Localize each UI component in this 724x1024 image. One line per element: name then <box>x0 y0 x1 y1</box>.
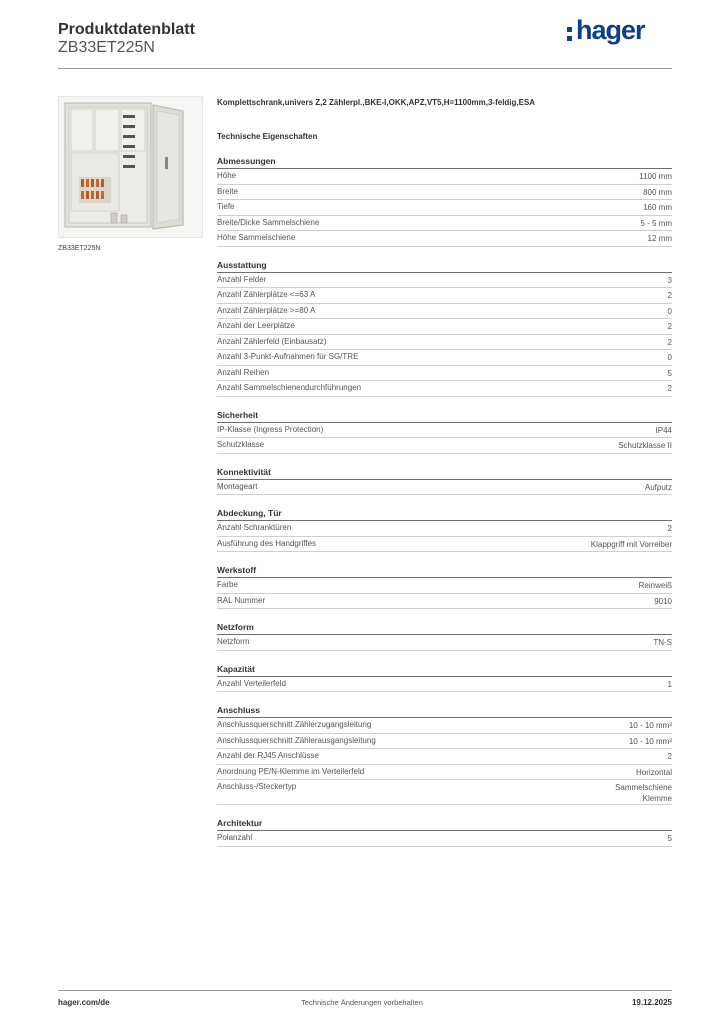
spec-label: Farbe <box>217 580 238 589</box>
footer-divider <box>58 990 672 991</box>
section-gap <box>217 495 672 506</box>
spec-value: TN-S <box>653 638 672 647</box>
spec-label: Anordnung PE/N-Klemme im Verteilerfeld <box>217 766 365 776</box>
spec-row <box>217 319 672 335</box>
spec-value: IP44 <box>655 425 672 435</box>
header-divider <box>58 68 672 69</box>
spec-row <box>217 594 672 610</box>
spec-row <box>217 765 672 781</box>
spec-label: Anschlussquerschnitt Zählerausgangsleitung <box>217 735 376 745</box>
spec-label: Netzform <box>217 637 250 646</box>
spec-label: Anzahl Zählerplätze >=80 A <box>217 305 316 315</box>
spec-value: 10 - 10 mm² <box>628 721 672 730</box>
spec-row <box>217 216 672 232</box>
spec-heading: Technische Eigenschaften <box>217 132 318 141</box>
spec-value: 2 <box>667 322 672 331</box>
spec-value: 5 <box>667 834 672 843</box>
spec-value: 3 <box>667 275 672 285</box>
section-gap <box>217 805 672 816</box>
spec-row <box>217 423 672 439</box>
spec-label: Anschluss-/Steckertyp <box>217 782 297 791</box>
spec-value: 10 - 10 mm² <box>628 736 672 746</box>
spec-row <box>217 677 672 693</box>
section-title: Abmessungen <box>217 154 672 169</box>
spec-label: Anzahl der Leerplätze <box>217 321 295 330</box>
spec-row <box>217 185 672 201</box>
spec-label: RAL Nummer <box>217 595 266 605</box>
spec-label: Anzahl Zählerfeld (Einbausatz) <box>217 336 327 346</box>
spec-value: 0 <box>667 353 672 362</box>
spec-table <box>217 154 672 847</box>
section-gap <box>217 454 672 465</box>
spec-value: Horizontal <box>635 767 672 777</box>
spec-value: Sammelschiene Klemme <box>615 783 672 803</box>
spec-row <box>217 438 672 454</box>
spec-label: Breite/Dicke Sammelschiene <box>217 217 320 227</box>
section-gap <box>217 397 672 408</box>
footer-date: 19.12.2025 <box>631 998 672 1007</box>
section-gap <box>217 692 672 703</box>
spec-label: Anschlussquerschnitt Zählerzugangsleitung <box>217 720 372 729</box>
spec-row <box>217 749 672 765</box>
spec-value: Aufputz <box>644 482 672 492</box>
section-gap <box>217 651 672 662</box>
spec-row <box>217 366 672 382</box>
section-gap <box>217 247 672 258</box>
spec-row <box>217 350 672 366</box>
spec-value: 160 mm <box>643 203 672 212</box>
spec-value: 2 <box>667 291 672 300</box>
footer-notice: Technische Änderungen vorbehalten <box>301 998 423 1007</box>
spec-row <box>217 200 672 216</box>
product-image <box>58 96 203 238</box>
spec-label: Höhe <box>217 171 237 180</box>
spec-row <box>217 335 672 351</box>
spec-row <box>217 304 672 320</box>
spec-label: Anzahl Sammelschienendurchführungen <box>217 383 362 392</box>
spec-row <box>217 734 672 750</box>
spec-row <box>217 273 672 289</box>
product-description: Komplettschrank,univers Z,2 Zählerpl.,BKE-I,OKK,APZ,VT5,H=1100mm,3-feldig,ESA <box>217 98 536 107</box>
section-gap <box>217 609 672 620</box>
spec-row <box>217 381 672 397</box>
spec-row <box>217 780 672 805</box>
spec-value: 2 <box>667 337 672 347</box>
section-title: Anschluss <box>217 703 672 718</box>
spec-value: Schutzklasse II <box>618 441 672 450</box>
section-gap <box>217 552 672 563</box>
spec-row <box>217 231 672 247</box>
spec-value: 12 mm <box>647 234 672 243</box>
spec-row <box>217 288 672 304</box>
spec-label: Höhe Sammelschiene <box>217 233 296 242</box>
spec-row <box>217 718 672 734</box>
spec-row <box>217 480 672 496</box>
spec-label: Anzahl Verteilerfeld <box>217 678 286 688</box>
spec-value: Reinweiß <box>638 581 672 590</box>
spec-value: 2 <box>667 384 672 393</box>
spec-row <box>217 578 672 594</box>
spec-value: 5 <box>667 368 672 378</box>
spec-row <box>217 831 672 847</box>
spec-value: 1100 mm <box>639 172 672 181</box>
section-title: Kapazität <box>217 662 672 677</box>
section-title: Architektur <box>217 816 672 831</box>
spec-label: Anzahl Zählerplätze <=63 A <box>217 290 316 299</box>
footer-website-link[interactable]: hager.com/de <box>58 998 110 1007</box>
spec-value: 9010 <box>654 596 672 606</box>
spec-value: 2 <box>667 524 672 533</box>
spec-label: Anzahl Schranktüren <box>217 523 292 532</box>
spec-value: 800 mm <box>643 187 672 197</box>
spec-value: 2 <box>667 752 672 761</box>
logo-dots-icon <box>567 27 572 45</box>
spec-label: Polanzahl <box>217 833 253 842</box>
spec-row <box>217 537 672 553</box>
section-title: Ausstattung <box>217 258 672 273</box>
spec-label: IP-Klasse (Ingress Protection) <box>217 424 324 434</box>
spec-label: Breite <box>217 186 238 196</box>
spec-row <box>217 521 672 537</box>
spec-label: Ausführung des Handgriffes <box>217 538 317 548</box>
section-title: Konnektivität <box>217 465 672 480</box>
spec-label: Anzahl 3-Punkt-Aufnahmen für SG/TRE <box>217 352 359 361</box>
spec-value: 1 <box>667 679 672 689</box>
article-number: ZB33ET225N <box>58 39 155 56</box>
image-caption: ZB33ET225N <box>58 245 101 252</box>
spec-row <box>217 635 672 651</box>
section-title: Abdeckung, Tür <box>217 506 672 521</box>
spec-row <box>217 169 672 185</box>
cabinet-illustration-icon <box>59 97 202 237</box>
section-title: Netzform <box>217 620 672 635</box>
spec-label: Anzahl Reihen <box>217 367 270 377</box>
spec-label: Anzahl der RJ45 Anschlüsse <box>217 751 319 760</box>
section-title: Sicherheit <box>217 408 672 423</box>
logo-text: hager <box>576 15 645 45</box>
page-title: Produktdatenblatt <box>58 21 195 38</box>
spec-label: Tiefe <box>217 202 235 211</box>
spec-label: Montageart <box>217 481 258 491</box>
spec-value: Klappgriff mit Vorreiber <box>590 539 672 549</box>
spec-label: Schutzklasse <box>217 440 265 449</box>
section-title: Werkstoff <box>217 563 672 578</box>
spec-label: Anzahl Felder <box>217 274 267 284</box>
spec-value: 5 - 5 mm <box>640 218 672 228</box>
spec-value: 0 <box>667 306 672 316</box>
